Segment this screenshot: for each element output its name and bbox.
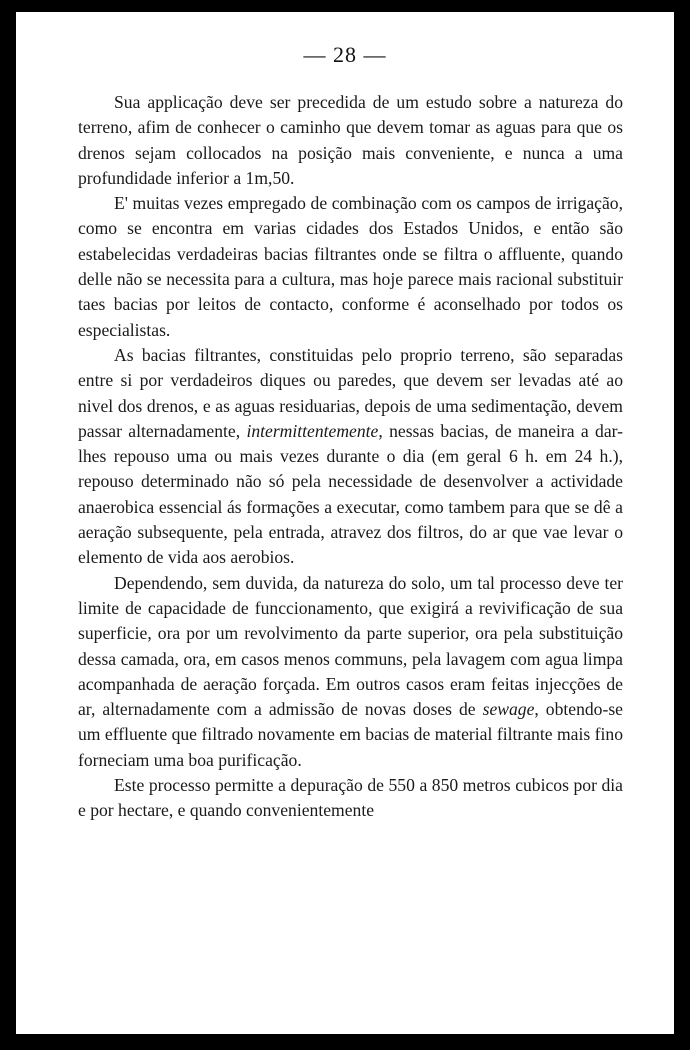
- paragraph-4-text-after: , obtendo-se um effluente que filtrado novamente em bacias de material filtrante mais fino forneciam uma boa purificação.: [78, 699, 623, 770]
- paragraph-4-text-before: Dependendo, sem duvida, da natureza do solo, um tal processo deve ter limite de capacidade de funccionamento, que exigirá a revivificação de sua superficie, ora por um revolvimento da parte superior, ora pela substituição dessa camada, ora, em casos menos communs, pela lavagem com agua limpa acompanhada de aeração forçada. Em outros casos eram feitas injecções de ar, alternadamente com a admissão de novas doses de: [78, 572, 623, 720]
- paragraph-4: [78, 571, 623, 773]
- paragraph-2: E' muitas vezes empregado de combinação com os campos de irrigação, como se encontra em varias cidades dos Estados Unidos, e então são estabelecidas verdadeiras bacias filtrantes onde se filtra o affluente, quando delle não se necessita para a cultura, mas hoje parece mais racional substituir taes bacias por leitos de contacto, conforme é aconselhado por todos os especialistas.: [78, 193, 623, 340]
- book-page: [16, 12, 674, 1034]
- paragraph-3-emphasis: intermittentemente: [246, 420, 379, 441]
- paragraph-5: Este processo permitte a depuração de 550 a 850 metros cubicos por dia e por hectare, e quando convenientemente: [78, 775, 623, 821]
- paragraph-3-text-after: , nessas bacias, de maneira a dar-lhes repouso uma ou mais vezes durante o dia (em geral 6 h. em 24 h.), repouso determinado não só pela necessidade de desenvolver a actividade anaerobica essencial ás formações a executar, como tambem para que se dê a aeração subsequente, pela entrada, atravez dos filtros, do ar que vae levar o elemento de vida aos aerobios.: [78, 420, 623, 568]
- paragraph-4-emphasis: sewage: [482, 699, 535, 720]
- paragraph-1: Sua applicação deve ser precedida de um estudo sobre a natureza do terreno, afim de conhecer o caminho que devem tomar as aguas para que os drenos sejam collocados na posição mais conveniente, e nunca a uma profundidade inferior a 1m,50.: [78, 92, 623, 188]
- paragraph-3-text-before: As bacias filtrantes, constituidas pelo proprio terreno, são separadas entre si por verdadeiros diques ou paredes, que devem ser levadas até ao nivel dos drenos, e as aguas residuarias, depois de uma sedimentação, devem passar alternadamente,: [78, 344, 623, 441]
- page-number: — 28 —: [303, 42, 387, 67]
- paragraph-3: [78, 343, 623, 571]
- body-text: [78, 90, 623, 824]
